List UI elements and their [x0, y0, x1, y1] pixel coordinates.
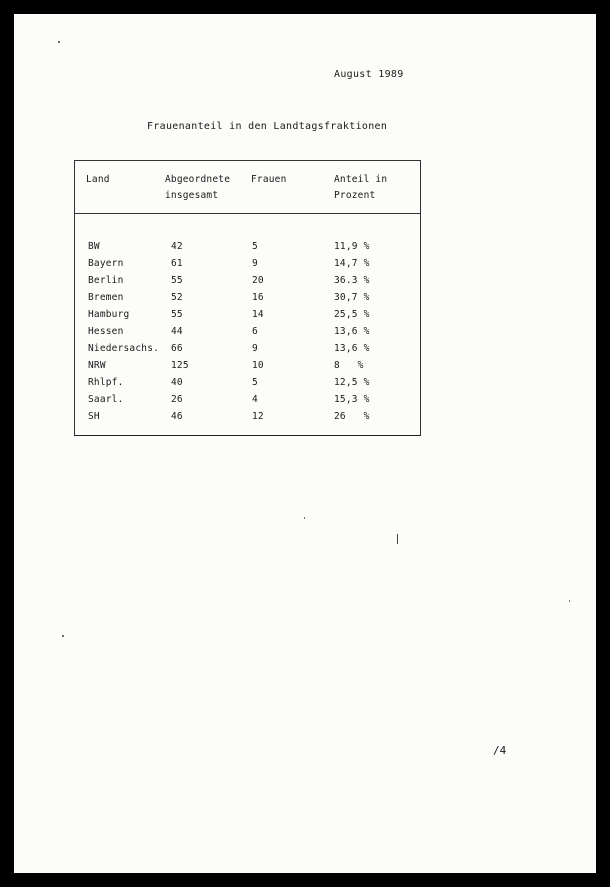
cell-frauen: 12: [252, 411, 264, 422]
cell-land: SH: [88, 411, 100, 422]
document-page: [14, 14, 596, 873]
cell-anteil: 36.3 %: [334, 275, 370, 286]
cell-land: Niedersachs.: [88, 343, 160, 354]
cell-anteil: 30,7 %: [334, 292, 370, 303]
cell-anteil: 15,3 %: [334, 394, 370, 405]
header-anteil-line2: Prozent: [334, 190, 376, 201]
cell-frauen: 16: [252, 292, 264, 303]
cell-land: Hamburg: [88, 309, 130, 320]
cell-frauen: 14: [252, 309, 264, 320]
header-divider: [75, 213, 420, 214]
cell-land: NRW: [88, 360, 106, 371]
header-abgeordnete-line2: insgesamt: [165, 190, 219, 201]
cell-frauen: 20: [252, 275, 264, 286]
document-date: August 1989: [334, 69, 404, 80]
cell-insgesamt: 42: [171, 241, 183, 252]
scan-speck: [62, 635, 64, 637]
cell-frauen: 4: [252, 394, 258, 405]
cell-land: Rhlpf.: [88, 377, 124, 388]
cell-insgesamt: 55: [171, 309, 183, 320]
cell-frauen: 9: [252, 343, 258, 354]
cell-frauen: 9: [252, 258, 258, 269]
scan-speck: [569, 600, 570, 602]
header-land: Land: [86, 174, 110, 185]
header-anteil-line1: Anteil in: [334, 174, 388, 185]
cell-anteil: 14,7 %: [334, 258, 370, 269]
data-table: [74, 160, 421, 436]
cell-insgesamt: 52: [171, 292, 183, 303]
cell-insgesamt: 44: [171, 326, 183, 337]
cell-insgesamt: 55: [171, 275, 183, 286]
cell-frauen: 6: [252, 326, 258, 337]
cell-insgesamt: 61: [171, 258, 183, 269]
cell-insgesamt: 40: [171, 377, 183, 388]
cell-insgesamt: 26: [171, 394, 183, 405]
cell-land: Berlin: [88, 275, 124, 286]
cell-anteil: 12,5 %: [334, 377, 370, 388]
scan-speck: [58, 41, 60, 43]
header-frauen: Frauen: [251, 174, 287, 185]
cell-frauen: 10: [252, 360, 264, 371]
scan-speck: [397, 534, 398, 544]
cell-anteil: 11,9 %: [334, 241, 370, 252]
cell-frauen: 5: [252, 241, 258, 252]
cell-insgesamt: 46: [171, 411, 183, 422]
scan-speck: [304, 517, 305, 519]
cell-anteil: 26 %: [334, 411, 370, 422]
cell-land: Hessen: [88, 326, 124, 337]
cell-insgesamt: 125: [171, 360, 189, 371]
cell-land: Saarl.: [88, 394, 124, 405]
cell-anteil: 25,5 %: [334, 309, 370, 320]
cell-frauen: 5: [252, 377, 258, 388]
header-abgeordnete-line1: Abgeordnete: [165, 174, 231, 185]
cell-anteil: 13,6 %: [334, 326, 370, 337]
cell-anteil: 8 %: [334, 360, 364, 371]
cell-land: Bayern: [88, 258, 124, 269]
cell-land: Bremen: [88, 292, 124, 303]
cell-insgesamt: 66: [171, 343, 183, 354]
cell-anteil: 13,6 %: [334, 343, 370, 354]
page-marker: /4: [493, 744, 507, 757]
document-title: Frauenanteil in den Landtagsfraktionen: [147, 121, 388, 132]
cell-land: BW: [88, 241, 100, 252]
